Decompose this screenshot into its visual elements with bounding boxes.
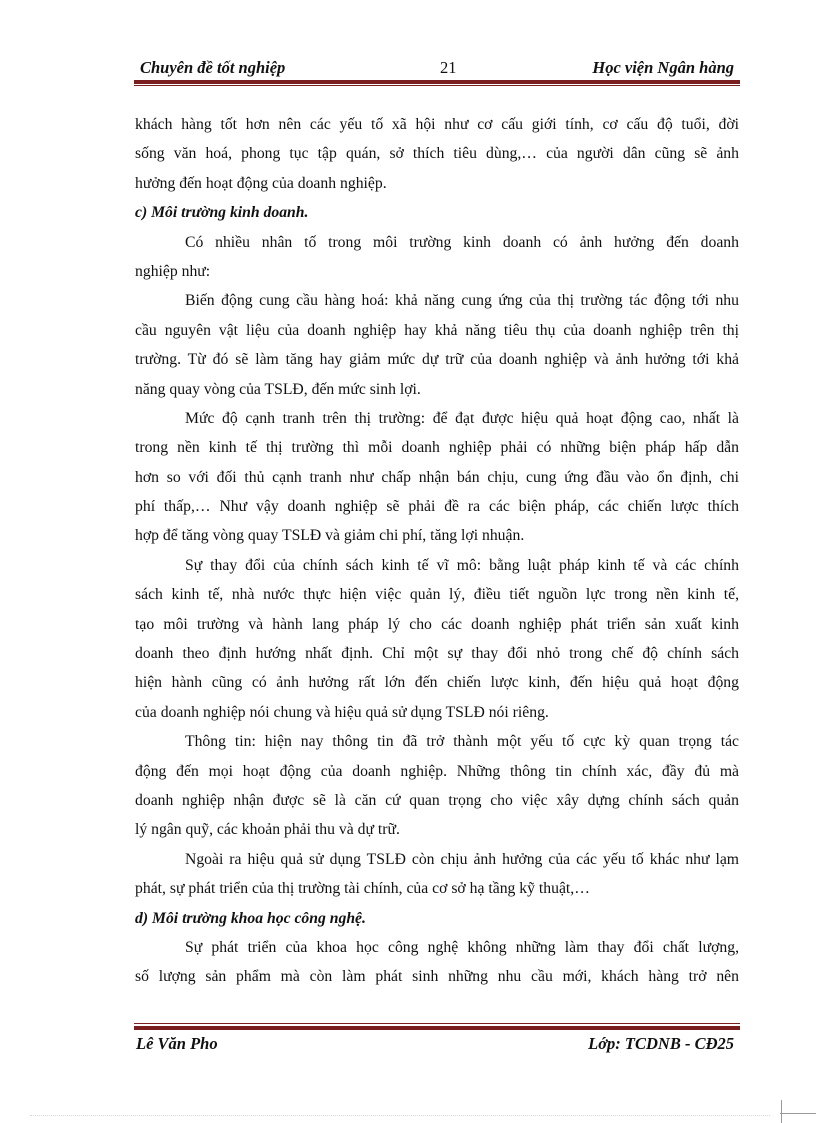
text-line: Thông tin: hiện nay thông tin đã trở thành một yếu tố cực kỳ quan trọng tác — [185, 733, 739, 751]
text-line: hiện hành cũng có ảnh hưởng rất lớn đến chiến lược kinh, đến hiệu quả hoạt động — [135, 674, 739, 692]
page-edge-dots — [30, 1115, 770, 1117]
footer-class: Lớp: TCDNB - CĐ25 — [588, 1034, 734, 1053]
text-line: phát, sự phát triển của thị trường tài chính, của cơ sở hạ tầng kỹ thuật,… — [135, 880, 590, 898]
text-line: Sự thay đổi của chính sách kinh tế vĩ mô: bằng luật pháp kinh tế và các chính — [185, 556, 739, 574]
text-line: số lượng sản phẩm mà còn làm phát sinh những nhu cầu mới, khách hàng trở nên — [135, 968, 739, 986]
text-line: Ngoài ra hiệu quả sử dụng TSLĐ còn chịu ảnh hưởng của các yếu tố khác như lạm — [185, 850, 739, 868]
footer-author: Lê Văn Pho — [136, 1034, 218, 1053]
text-line: sách kinh tế, nhà nước thực hiện việc quản lý, điều tiết nguồn lực trong nền kinh tế, — [135, 586, 739, 604]
text-line: tạo môi trường và hành lang pháp lý cho các doanh nghiệp phát triển sản xuất kinh — [135, 615, 739, 633]
page-number: 21 — [440, 58, 457, 77]
header-title: Chuyên đề tốt nghiệp — [140, 58, 286, 77]
text-line: của doanh nghiệp nói chung và hiệu quả sử dụng TSLĐ nói riêng. — [135, 703, 549, 721]
text-line: hơn so với đối thủ cạnh tranh như chấp nhận bán chịu, cung ứng đầu vào ổn định, chi — [135, 468, 739, 486]
page-footer — [134, 1034, 740, 1058]
page-header — [134, 56, 740, 80]
text-line: cầu nguyên vật liệu của doanh nghiệp hay khả năng tiêu thụ của doanh nghiệp trên thị — [135, 321, 739, 339]
header-rule-thin — [134, 85, 740, 86]
text-line: hưởng đến hoạt động của doanh nghiệp. — [135, 174, 387, 192]
crop-mark-horizontal — [780, 1113, 816, 1114]
body-text — [135, 110, 739, 992]
footer-rule — [134, 1023, 740, 1031]
header-rule — [134, 80, 740, 87]
section-heading: c) Môi trường kinh doanh. — [135, 204, 309, 222]
header-institution: Học viện Ngân hàng — [592, 58, 734, 77]
section-heading: d) Môi trường khoa học công nghệ. — [135, 909, 366, 927]
text-line: trong nền kinh tế thị trường thì mỗi doanh nghiệp phải có những biện pháp hấp dẫn — [135, 439, 739, 457]
text-line: khách hàng tốt hơn nên các yếu tố xã hội như cơ cấu giới tính, cơ cấu độ tuổi, đời — [135, 116, 739, 133]
text-line: doanh theo định hướng nhất định. Chỉ một sự thay đổi nhỏ trong chế độ chính sách — [135, 645, 739, 663]
text-line: Mức độ cạnh tranh trên thị trường: để đạt được hiệu quả hoạt động cao, nhất là — [185, 409, 739, 427]
text-line: Sự phát triển của khoa học công nghệ không những làm thay đổi chất lượng, — [185, 938, 739, 956]
text-line: Biến động cung cầu hàng hoá: khả năng cung ứng của thị trường tác động tới nhu — [185, 292, 739, 310]
text-line: nghiệp như: — [135, 262, 211, 280]
footer-rule-thin — [134, 1023, 740, 1024]
text-line: sống văn hoá, phong tục tập quán, sở thích tiêu dùng,… của người dân cũng sẽ ảnh — [135, 145, 739, 163]
crop-mark-vertical — [781, 1100, 782, 1123]
footer-rule-thick — [134, 1026, 740, 1030]
text-line: doanh nghiệp nhận được sẽ là căn cứ quan trọng cho việc xây dựng chính sách quản — [135, 791, 739, 809]
text-line: Có nhiều nhân tố trong môi trường kinh doanh có ảnh hưởng đến doanh — [185, 233, 739, 251]
text-line: năng quay vòng của TSLĐ, đến mức sinh lợi. — [135, 380, 421, 398]
text-line: động đến mọi hoạt động của doanh nghiệp. Những thông tin chính xác, đầy đủ mà — [135, 762, 739, 780]
text-line: trường. Từ đó sẽ làm tăng hay giảm mức dự trữ của doanh nghiệp và ảnh hưởng tới khả — [135, 351, 739, 369]
header-rule-thick — [134, 80, 740, 84]
text-line: phí thấp,… Như vậy doanh nghiệp sẽ phải đề ra các biện pháp, các chiến lược thích — [135, 498, 739, 516]
text-line: lý ngân quỹ, các khoản phải thu và dự trữ. — [135, 821, 400, 839]
text-line: hợp để tăng vòng quay TSLĐ và giảm chi phí, tăng lợi nhuận. — [135, 527, 525, 545]
